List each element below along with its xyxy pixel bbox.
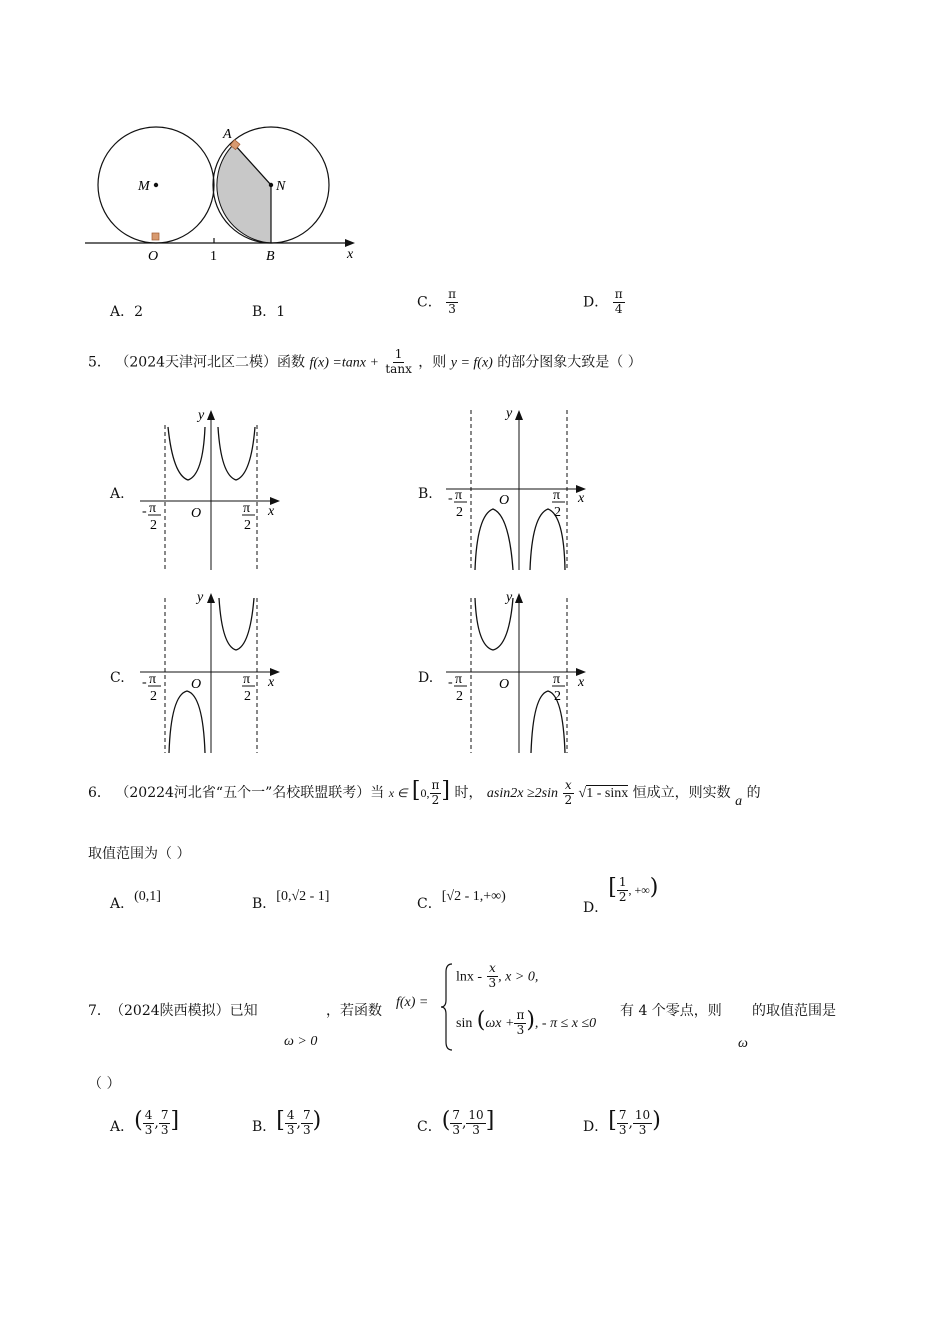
q4-option-c[interactable] bbox=[417, 288, 458, 317]
option-label: B． bbox=[252, 896, 277, 912]
frac-num: 7 bbox=[618, 1107, 627, 1122]
q7-number: 7． bbox=[88, 1003, 111, 1019]
bracket-left: ( bbox=[134, 1108, 143, 1133]
q6-a: a bbox=[735, 794, 743, 809]
bracket-right: ] bbox=[485, 1108, 495, 1133]
frac-den: 2 bbox=[431, 792, 440, 807]
frac-num: 7 bbox=[160, 1107, 169, 1122]
q5-func: f(x) =tanx + bbox=[309, 355, 379, 371]
frac-num: π bbox=[614, 287, 623, 301]
graph-b-neg-sign: - bbox=[448, 491, 453, 506]
q7-omega: ω bbox=[738, 1036, 748, 1051]
q7-has-zeros: 有 4 个零点，则 bbox=[620, 1003, 722, 1019]
q6-cond: x ∈ bbox=[388, 786, 408, 800]
frac-num: 4 bbox=[144, 1107, 153, 1122]
q7-range: 的取值范围是 bbox=[752, 1003, 836, 1019]
graph-c-x-label: x bbox=[268, 675, 275, 690]
graph-a-two-left: 2 bbox=[150, 518, 157, 533]
graph-d-pi-left: π bbox=[455, 672, 463, 687]
option-value: (0,1] bbox=[134, 889, 161, 904]
q6-option-d[interactable]: D．[ $\frac{1}{2}$ , +∞) bbox=[583, 874, 659, 916]
graph-c-two-left: 2 bbox=[150, 689, 157, 704]
q4-option-a[interactable]: A．2 bbox=[110, 304, 144, 320]
graph-a-x-label: x bbox=[268, 504, 275, 519]
graph-a-neg-sign: - bbox=[142, 504, 147, 519]
label-a: A bbox=[223, 127, 232, 142]
piece1-cond: , x > 0, bbox=[498, 969, 539, 985]
graph-d-two-left: 2 bbox=[456, 689, 463, 704]
frac-num: π bbox=[448, 287, 457, 301]
graph-c-pi-right: π bbox=[243, 672, 251, 687]
frac-den: 3 bbox=[516, 1022, 525, 1037]
frac-den: 3 bbox=[448, 301, 456, 316]
q7-option-a[interactable]: A．( $\frac{4}{3}$ , $\frac{7}{3}$ ] bbox=[110, 1107, 180, 1137]
frac-num: 7 bbox=[452, 1107, 460, 1122]
option-label: D． bbox=[583, 1119, 609, 1135]
graph-b-origin-label: O bbox=[499, 493, 510, 508]
frac-num: 10 bbox=[468, 1107, 484, 1122]
q5-option-d[interactable]: D. bbox=[418, 670, 434, 686]
graph-c-neg-sign: - bbox=[142, 675, 147, 690]
q7-piece2: sin (ωx + $\frac{\pi}{3}$ ), - π ≤ x ≤0 bbox=[456, 1007, 597, 1037]
q6-question: 6． （20224河北省“五个一”名校联盟联考）当 x ∈ [0, $\frac{\pi}{2}$ ] 时， asin2x ≥2sin $\frac{x}{2}$ √1 - sinx 恒成立，则实数 a 的 bbox=[88, 777, 761, 809]
q7-piece1 bbox=[456, 962, 538, 991]
q5-question bbox=[88, 348, 642, 377]
q6-when: 时， bbox=[454, 785, 483, 801]
option-value: [√2 - 1,+∞) bbox=[441, 889, 506, 904]
graph-a-pi-right: π bbox=[243, 501, 251, 516]
frac-den: 2 bbox=[618, 889, 627, 904]
frac-den: 3 bbox=[302, 1122, 311, 1137]
option-label: A． bbox=[110, 896, 135, 912]
q5-option-b[interactable]: B. bbox=[418, 486, 433, 502]
graph-b[interactable] bbox=[443, 405, 593, 575]
graph-b-two-right: 2 bbox=[554, 505, 561, 520]
q6-ineq: asin2x ≥2sin bbox=[486, 786, 558, 801]
q7-if: ，若函数 bbox=[326, 1003, 382, 1019]
frac-den: 3 bbox=[488, 975, 497, 990]
q5-number: 5． bbox=[88, 354, 111, 371]
frac-den: 4 bbox=[614, 301, 623, 316]
q6-line2: 取值范围为（ ） bbox=[88, 846, 191, 862]
option-value: [0,√2 - 1] bbox=[276, 889, 330, 904]
graph-b-pi-right: π bbox=[553, 488, 561, 503]
frac-num: x bbox=[488, 961, 496, 975]
label-x: x bbox=[347, 247, 354, 262]
label-one: 1 bbox=[210, 249, 217, 264]
graph-c-pi-left: π bbox=[149, 672, 157, 687]
q6-interval: 0, bbox=[420, 786, 430, 800]
graph-b-two-left: 2 bbox=[456, 505, 463, 520]
q7-paren: （ ） bbox=[88, 1076, 121, 1092]
frac-num: 10 bbox=[634, 1107, 651, 1122]
option-label: C． bbox=[417, 1119, 442, 1135]
bracket-right: ) bbox=[652, 1108, 661, 1133]
frac-den: 3 bbox=[618, 1122, 627, 1137]
q6-de: 的 bbox=[746, 785, 761, 801]
q5-tail: 的部分图象大致是（ ） bbox=[497, 354, 642, 371]
bracket-left: [ bbox=[276, 1108, 285, 1133]
graph-d-x-label: x bbox=[578, 675, 585, 690]
graph-a-origin-label: O bbox=[191, 506, 202, 521]
bracket-left: [ bbox=[608, 1108, 617, 1133]
graph-d-origin-label: O bbox=[499, 677, 510, 692]
label-n: N bbox=[276, 179, 286, 194]
q4-option-b[interactable]: B．1 bbox=[252, 304, 286, 320]
label-o: O bbox=[148, 249, 159, 264]
q5-option-c[interactable]: C. bbox=[110, 670, 125, 686]
piece2-cond: , - π ≤ x ≤0 bbox=[534, 1016, 597, 1031]
frac-num: π bbox=[516, 1007, 525, 1022]
bracket-right: ] bbox=[170, 1108, 180, 1133]
frac-num: 1 bbox=[618, 874, 627, 889]
frac-den: tanx bbox=[385, 361, 412, 376]
q6-option-c[interactable] bbox=[417, 889, 506, 913]
graph-c-two-right: 2 bbox=[244, 689, 251, 704]
option-label: D． bbox=[583, 294, 609, 311]
q7-option-d[interactable]: D．[ $\frac{7}{3}$ , $\frac{10}{3}$ ) bbox=[583, 1107, 661, 1137]
q6-option-b[interactable] bbox=[252, 889, 330, 913]
graph-b-x-label: x bbox=[578, 491, 585, 506]
graph-c-origin-label: O bbox=[191, 677, 202, 692]
circles-figure bbox=[80, 120, 370, 270]
graph-a[interactable] bbox=[135, 405, 285, 575]
graph-b-y-label: y bbox=[506, 406, 513, 421]
q4-option-d[interactable] bbox=[583, 288, 625, 317]
frac-den: 2 bbox=[564, 792, 573, 807]
frac-den: 3 bbox=[286, 1122, 295, 1137]
frac-den: 3 bbox=[638, 1122, 647, 1137]
graph-b-pi-left: π bbox=[455, 488, 463, 503]
frac-num: 7 bbox=[302, 1107, 311, 1122]
frac-den: 3 bbox=[472, 1122, 480, 1137]
q7-f-lhs: f(x) = bbox=[396, 995, 429, 1010]
piece1-text: lnx - bbox=[456, 969, 483, 985]
q5-mid: ，则 bbox=[418, 354, 447, 371]
q6-source: （20224河北省“五个一”名校联盟联考）当 bbox=[115, 785, 385, 801]
q6-always: 恒成立，则实数 bbox=[632, 785, 731, 801]
option-label: C． bbox=[417, 294, 442, 311]
option-value: , +∞ bbox=[628, 883, 650, 897]
graph-a-y-label: y bbox=[198, 408, 205, 423]
q5-source: （2024天津河北区二模）函数 bbox=[115, 354, 306, 371]
label-m: M bbox=[138, 179, 150, 194]
frac-den: 3 bbox=[160, 1122, 169, 1137]
piece2-text: sin bbox=[456, 1016, 473, 1031]
q6-option-a[interactable] bbox=[110, 889, 161, 913]
option-label: B． bbox=[252, 1119, 277, 1135]
graph-c[interactable] bbox=[135, 588, 285, 758]
q5-option-a[interactable]: A. bbox=[110, 486, 125, 502]
frac-den: 3 bbox=[144, 1122, 153, 1137]
option-label: A． bbox=[110, 1119, 135, 1135]
graph-a-two-right: 2 bbox=[244, 518, 251, 533]
graph-d-two-right: 2 bbox=[554, 689, 561, 704]
bracket-right: ) bbox=[312, 1108, 322, 1133]
graph-c-y-label: y bbox=[197, 590, 204, 605]
option-label: D． bbox=[583, 900, 609, 916]
graph-d-pi-right: π bbox=[553, 672, 561, 687]
frac-num: 4 bbox=[286, 1107, 295, 1122]
bracket-left: ( bbox=[441, 1108, 451, 1133]
shaded-region bbox=[217, 144, 271, 243]
graph-a-pi-left: π bbox=[149, 501, 157, 516]
graph-d-neg-sign: - bbox=[448, 675, 453, 690]
frac-num: x bbox=[564, 777, 572, 792]
q7-option-b[interactable]: B．[ $\frac{4}{3}$ , $\frac{7}{3}$ ) bbox=[252, 1107, 322, 1137]
q6-number: 6． bbox=[88, 785, 111, 801]
piece2-inner: ωx + bbox=[485, 1016, 515, 1031]
label-b: B bbox=[266, 249, 275, 264]
option-label: C． bbox=[417, 896, 442, 912]
q5-y-eq: y = f(x) bbox=[450, 355, 493, 371]
q7-option-c[interactable]: C．( $\frac{7}{3}$ , $\frac{10}{3}$ ] bbox=[417, 1107, 495, 1137]
q7-source: （2024陕西模拟）已知 bbox=[110, 1003, 258, 1019]
frac-num: π bbox=[431, 777, 440, 792]
graph-d[interactable] bbox=[443, 588, 593, 758]
graph-d-y-label: y bbox=[506, 590, 513, 605]
q7-brace bbox=[440, 962, 454, 1052]
q7-omega-cond: ω > 0 bbox=[284, 1034, 318, 1049]
frac-num: 1 bbox=[394, 347, 403, 361]
q6-sqrt: 1 - sinx bbox=[586, 786, 629, 801]
frac-den: 3 bbox=[452, 1122, 460, 1137]
